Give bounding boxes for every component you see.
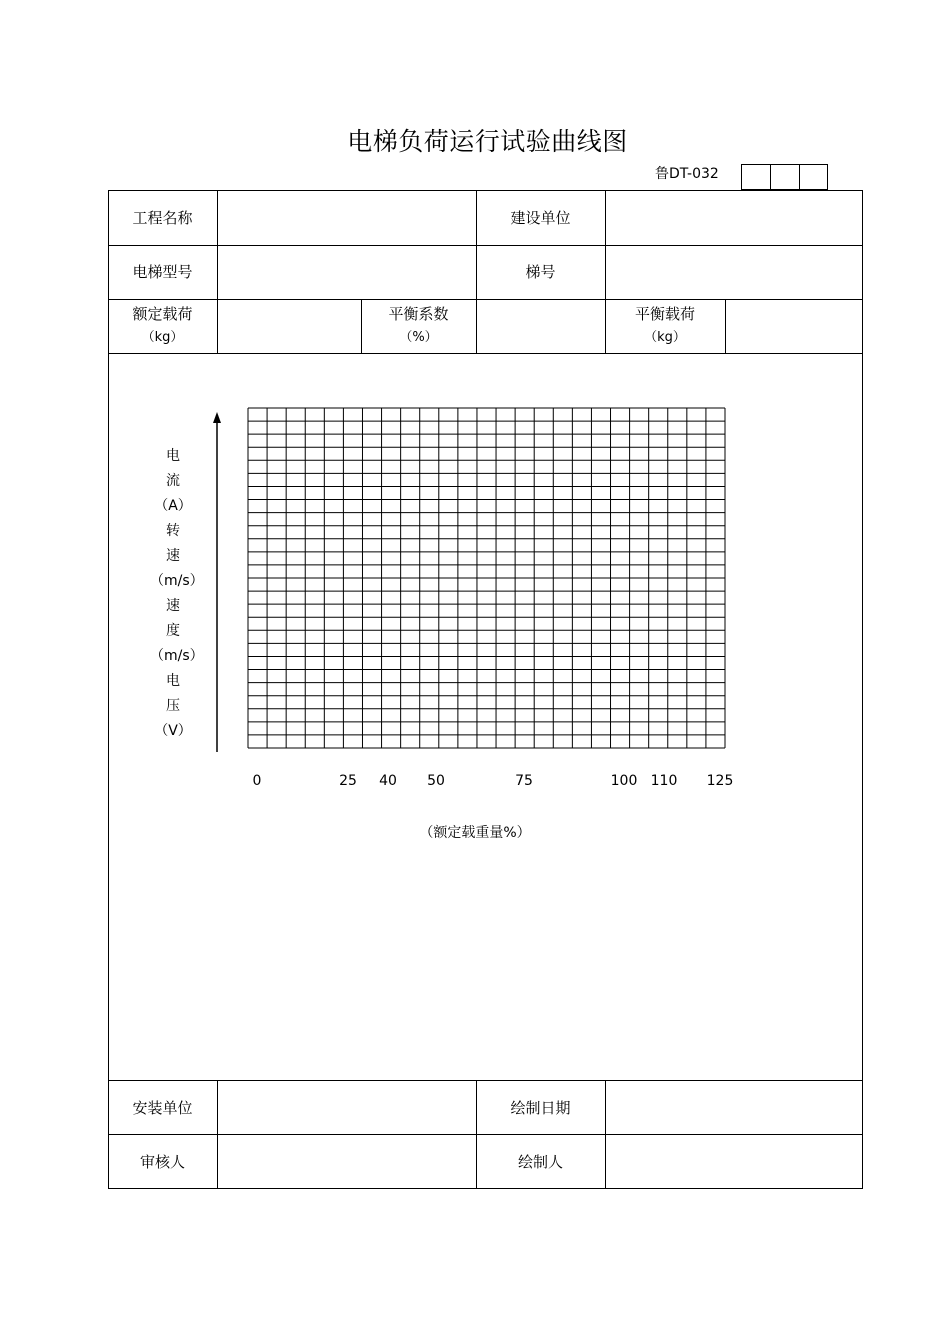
x-tick-label: 40 bbox=[379, 773, 397, 789]
label-install-unit: 安装单位 bbox=[132, 1099, 193, 1117]
y-label-line: （m/s） bbox=[150, 648, 204, 664]
drawer-field[interactable] bbox=[606, 1135, 861, 1188]
x-tick-label: 75 bbox=[515, 773, 533, 789]
y-axis-label bbox=[150, 444, 204, 744]
construction-unit-field[interactable] bbox=[606, 191, 861, 244]
draw-date-field[interactable] bbox=[606, 1081, 861, 1133]
label-elevator-model: 电梯型号 bbox=[132, 263, 193, 281]
rated-load-field[interactable] bbox=[218, 300, 360, 352]
y-axis-arrow bbox=[210, 412, 226, 754]
label-rated-load-unit: （kg） bbox=[141, 330, 184, 345]
label-draw-date: 绘制日期 bbox=[510, 1099, 571, 1117]
project-name-field[interactable] bbox=[218, 191, 475, 244]
label-balance-coefficient-unit: （%） bbox=[399, 330, 438, 345]
label-balance-load-unit: （kg） bbox=[644, 330, 686, 345]
reviewer-field[interactable] bbox=[218, 1135, 475, 1188]
x-tick-label: 110 bbox=[650, 773, 678, 789]
code-box[interactable] bbox=[770, 164, 799, 190]
y-label-line: 电 bbox=[166, 448, 180, 464]
label-project-name: 工程名称 bbox=[132, 209, 193, 227]
balance-load-field[interactable] bbox=[726, 300, 861, 352]
label-balance-coefficient: 平衡系数 bbox=[388, 305, 449, 323]
form-number: 鲁DT-032 bbox=[655, 166, 719, 182]
elevator-model-field[interactable] bbox=[218, 246, 475, 298]
y-label-line: 度 bbox=[166, 623, 180, 639]
x-tick-label: 25 bbox=[339, 773, 357, 789]
chart-grid[interactable] bbox=[247, 407, 727, 749]
y-label-line: 流 bbox=[166, 473, 180, 489]
y-label-line: 速 bbox=[166, 548, 180, 564]
install-unit-field[interactable] bbox=[218, 1081, 475, 1133]
elevator-number-field[interactable] bbox=[606, 246, 861, 298]
col-divider bbox=[476, 1080, 477, 1189]
page-title: 电梯负荷运行试验曲线图 bbox=[347, 127, 628, 156]
code-box[interactable] bbox=[799, 164, 828, 190]
label-balance-load: 平衡载荷 bbox=[634, 305, 695, 323]
balance-coefficient-field[interactable] bbox=[477, 300, 604, 352]
x-tick-label: 125 bbox=[706, 773, 734, 789]
y-label-line: 转 bbox=[166, 523, 180, 539]
label-rated-load: 额定载荷 bbox=[132, 305, 193, 323]
y-label-line: （V） bbox=[154, 723, 192, 739]
label-elevator-number: 梯号 bbox=[525, 263, 556, 281]
y-label-line: 压 bbox=[166, 698, 180, 714]
label-reviewer: 审核人 bbox=[139, 1153, 185, 1171]
x-axis-label: （额定载重量%） bbox=[419, 825, 531, 841]
y-label-line: 速 bbox=[166, 598, 180, 614]
x-tick-label: 50 bbox=[427, 773, 445, 789]
y-label-line: 电 bbox=[166, 673, 180, 689]
code-box[interactable] bbox=[741, 164, 770, 190]
x-tick-label: 100 bbox=[610, 773, 638, 789]
x-tick-label: 0 bbox=[252, 773, 262, 789]
label-drawer: 绘制人 bbox=[517, 1153, 563, 1171]
row-divider bbox=[108, 353, 863, 354]
y-label-line: （A） bbox=[154, 498, 192, 514]
y-label-line: （m/s） bbox=[150, 573, 204, 589]
label-construction-unit: 建设单位 bbox=[510, 209, 571, 227]
